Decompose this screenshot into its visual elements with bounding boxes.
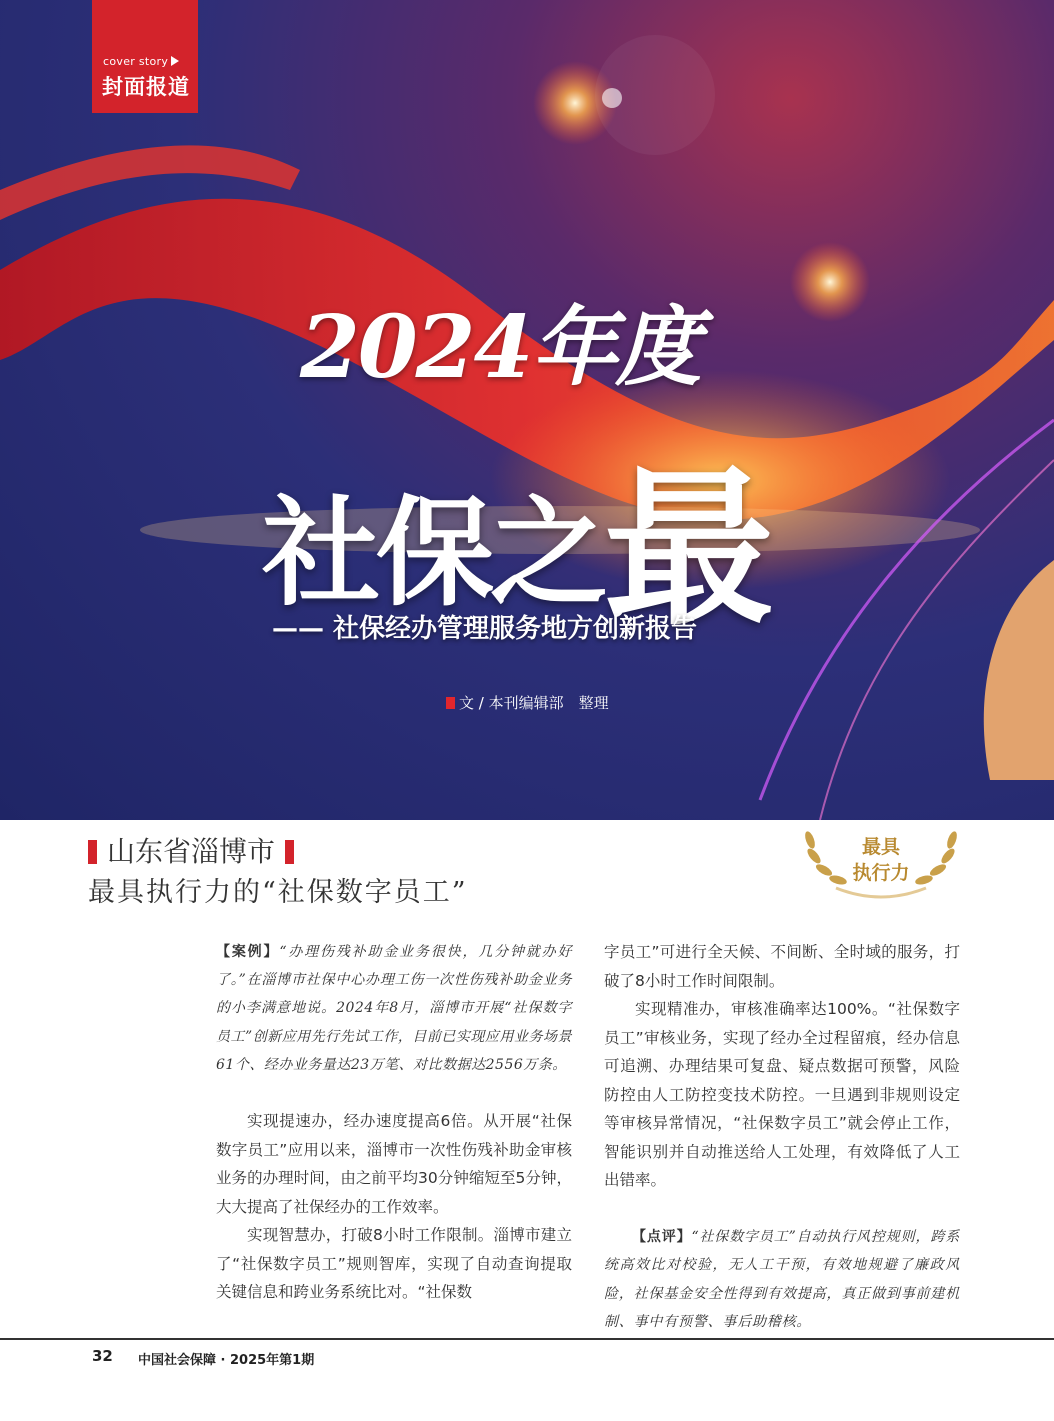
heading-bar-left (88, 840, 97, 864)
cover-story-cn-label: 封面报道 (102, 75, 190, 99)
award-line1: 最具 (861, 836, 900, 858)
hero-year-title: 2024年度 (300, 297, 700, 398)
body-paragraph-3: 实现精准办，审核准确率达100%。“社保数字员工”审核业务，实现了经办全过程留痕，经办信息可追溯、办理结果可复盘、疑点数据可预警，风险防控由人工防控变技术防控。一旦遇到非规则设定等审核异常情况，“社保数字员工”就会停止工作，智能识别并自动推送给人工处理，有效降低了人工出错率。 (604, 1000, 960, 1189)
case-paragraph (216, 938, 572, 1079)
location-name: 山东省淄博市 (107, 835, 276, 868)
hero-subtitle: —— 社保经办管理服务地方创新报告 (272, 614, 698, 644)
award-line2: 执行力 (852, 862, 910, 884)
article-column-left (216, 938, 572, 1307)
hero-main-title-part2: 最 (604, 449, 771, 649)
body-paragraph-1: 实现提速办，经办速度提高6倍。从开展“社保数字员工”应用以来，淄博市一次性伤残补助金审核业务的办理时间，由之前平均30分钟缩短至5分钟，大大提高了社保经办的工作效率。 (216, 1112, 572, 1216)
byline-marker (446, 697, 455, 709)
byline-text: 文 / 本刊编辑部 整理 (459, 694, 609, 712)
cover-story-label: cover story (103, 55, 169, 68)
footer-rule (0, 1338, 1054, 1340)
paragraph-gap (216, 1079, 572, 1107)
cover-story-tag (92, 0, 198, 113)
award-badge (796, 826, 966, 900)
case-text: “办理伤残补助金业务很快，几分钟就办好了。”在淄博市社保中心办理工伤一次性伤残补助金业务的小李满意地说。2024年8月，淄博市开展“社保数字员工”创新应用先行先试工作，目前已实现应用业务场景61个、经办业务量达23万笔、对比数据达2556万条。 (216, 944, 573, 1073)
hero-main-title (262, 398, 771, 649)
page-number: 32 (92, 1347, 113, 1365)
section-location-heading (88, 830, 294, 866)
article-column-right (604, 938, 960, 1337)
body-paragraph-2-end: 字员工”可进行全天候、不间断、全时域的服务，打破了8小时工作时间限制。 (604, 943, 960, 990)
magazine-issue: 中国社会保障 · 2025年第1期 (138, 1353, 315, 1368)
heading-bar-right (285, 840, 294, 864)
comment-label: 【点评】 (632, 1228, 692, 1245)
paragraph-gap (604, 1195, 960, 1223)
play-icon (171, 56, 179, 66)
hero-main-title-part1: 社保之 (262, 483, 605, 622)
case-label: 【案例】 (216, 944, 280, 960)
comment-text: “社保数字员工”自动执行风控规则，跨系统高效比对校验，无人工干预，有效地规避了廉政风险，社保基金安全性得到有效提高，真正做到事前建机制、事中有预警、事后助稽核。 (604, 1228, 960, 1330)
byline (446, 692, 609, 713)
body-paragraph-2-start: 实现智慧办，打破8小时工作限制。淄博市建立了“社保数字员工”规则智库，实现了自动查询提取关键信息和跨业务系统比对。“社保数 (216, 1226, 572, 1302)
article-title: 最具执行力的“社保数字员工” (88, 877, 468, 908)
comment-paragraph (604, 1223, 960, 1337)
